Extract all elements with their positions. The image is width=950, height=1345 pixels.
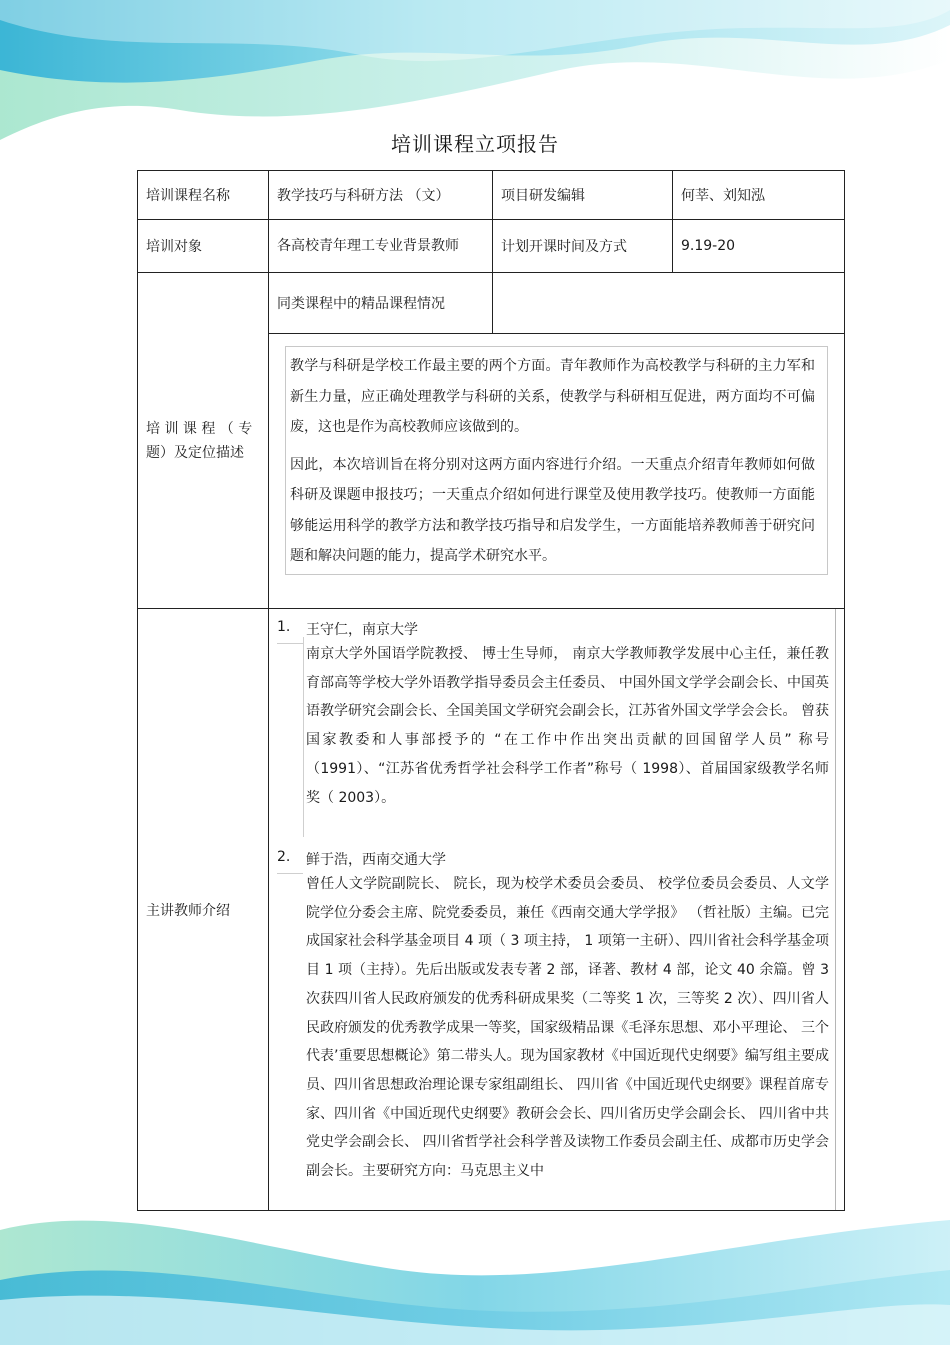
- teacher-number: 1.: [277, 619, 291, 635]
- target-value: 各高校青年理工专业背景教师: [269, 220, 493, 273]
- schedule-label: 计划开课时间及方式: [493, 220, 673, 273]
- positioning-paragraph: 因此，本次培训旨在将分别对这两方面内容进行介绍。一天重点介绍青年教师如何做科研及课题申报技巧；一天重点介绍如何进行课堂及使用教学技巧。使教师一方面能够能运用科学的教学方法和教学技巧指导和启发学生，一方面能培养教师善于研究问题和解决问题的能力，提高学术研究水平。: [290, 456, 815, 564]
- row-target: [138, 220, 845, 273]
- quality-value: [493, 273, 845, 334]
- teacher-number: 2.: [277, 849, 291, 865]
- schedule-value: 9.19-20: [673, 220, 845, 273]
- row-course-name: [138, 171, 845, 220]
- positioning-cell: [269, 334, 845, 609]
- row-teachers: [138, 609, 845, 1211]
- course-name-label: 培训课程名称: [138, 171, 269, 220]
- teacher-bio: 南京大学外国语学院教授、 博士生导师， 南京大学教师教学发展中心主任，兼任教育部高等学校大学外语教学指导委员会主任委员、 中国外国文学学会副会长、中国英语教学研究会副会长、全国美国文学研究会副会长，江苏省外国文学学会会长。 曾获国家教委和人事部授予的 “在工作中作出突出贡献的回国留学人员” 称号（1991）、“江苏省优秀哲学社会科学工作者”称号（ 1998）、首届国家级教学名师奖（ 2003）。: [306, 646, 829, 806]
- teachers-label: 主讲教师介绍: [138, 609, 269, 1211]
- inner-column-rule: [835, 609, 836, 1210]
- positioning-paragraph: 教学与科研是学校工作最主要的两个方面。青年教师作为高校教学与科研的主力军和新生力量，应正确处理教学与科研的关系，使教学与科研相互促进，两方面均不可偏废，这也是作为高校教师应该做到的。: [290, 358, 815, 435]
- page-title: 培训课程立项报告: [391, 132, 559, 156]
- teacher-bio: 曾任人文学院副院长、 院长，现为校学术委员会委员、 校学位委员会委员、人文学院学位分委会主席、院党委委员，兼任《西南交通大学学报》 （哲社版）主编。已完成国家社会科学基金项目 4 项（ 3 项主持， 1 项第一主研）、四川省社会科学基金项目 1 项（主持）。先后出版或发表专著 2 部，译著、教材 4 部，论文 40 余篇。曾 3 次获四川省人民政府颁发的优秀科研成果奖（二等奖 1 次，三等奖 2 次）、四川省人民政府颁发的优秀教学成果一等奖，国家级精品课《毛泽东思想、邓小平理论、 三个代表’重要思想概论》第二带头人。现为国家教材《中国近现代史纲要》编写组主要成员、四川省思想政治理论课专家组副组长、 四川省《中国近现代史纲要》课程首席专家、四川省《中国近现代史纲要》教研会会长、四川省历史学会副会长、 四川省中共党史学会副会长、 四川省哲学社会科学普及读物工作委员会副主任、成都市历史学会副会长。主要研究方向：马克思主义中: [306, 876, 829, 1180]
- teacher-name: 鲜于浩，西南交通大学: [306, 852, 446, 868]
- teachers-cell: [269, 609, 845, 1211]
- quality-label: 同类课程中的精品课程情况: [269, 273, 493, 334]
- teacher-divider: [303, 637, 304, 837]
- teacher-name: 王守仁，南京大学: [306, 622, 418, 638]
- editor-label: 项目研发编辑: [493, 171, 673, 220]
- positioning-description: [285, 346, 828, 575]
- editor-value: 何莘、刘知泓: [673, 171, 845, 220]
- row-quality: [138, 273, 845, 334]
- positioning-label: 培 训 课 程 （ 专 题）及定位描述: [138, 273, 269, 609]
- target-label: 培训对象: [138, 220, 269, 273]
- course-name-value: 教学技巧与科研方法 （文）: [269, 171, 493, 220]
- report-form-table: [137, 170, 845, 1211]
